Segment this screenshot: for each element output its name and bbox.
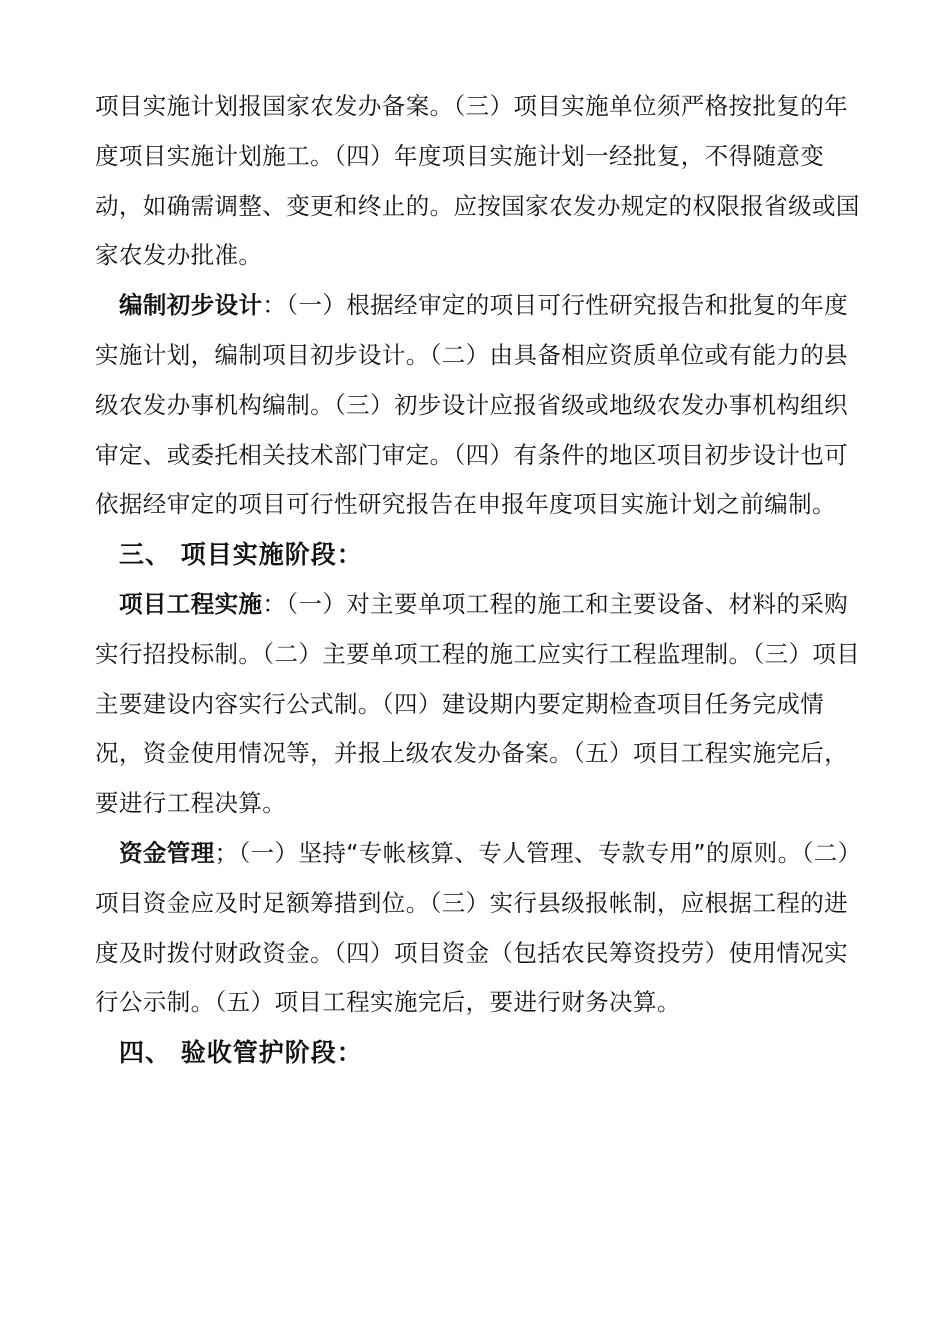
section-heading-acceptance: 四、 验收管护阶段：: [119, 1038, 363, 1068]
paragraph-preliminary-design: [95, 281, 865, 530]
paragraph-text: ；（一）坚持“专帐核算、专人管理、专款专用”的原则。（二）项目资金应及时足额筹措到位。（三）实行县级报帐制，应根据工程的进度及时拨付财政资金。（四）项目资金（包括农民筹资投劳）使用情况实行公示制。（五）项目工程实施完后，要进行财务决算。: [95, 838, 862, 1017]
paragraph-lead-fund-management: 资金管理: [119, 838, 215, 867]
paragraph-text: ：（一）对主要单项工程的施工和主要设备、材料的采购实行招投标制。（二）主要单项工程的施工应实行工程监理制。（三）项目主要建设内容实行公式制。（四）建设期内要定期检查项目任务完成情况，资金使用情况等，并报上级农发办备案。（五）项目工程实施完后，要进行工程决算。: [95, 589, 861, 818]
paragraph-lead-preliminary-design: 编制初步设计: [119, 291, 263, 320]
paragraph-text: ：（一）根据经审定的项目可行性研究报告和批复的年度实施计划，编制项目初步设计。（二）由具备相应资质单位或有能力的县级农发办事机构编制。（三）初步设计应报省级或地级农发办事机构组织审定、或委托相关技术部门审定。（四）有条件的地区项目初步设计也可依据经审定的项目可行性研究报告在申报年度项目实施计划之前编制。: [95, 291, 849, 519]
paragraph-fund-management: [95, 829, 865, 1028]
paragraph-lead-project-engineering: 项目工程实施: [119, 589, 263, 618]
document-body: [95, 82, 865, 1078]
paragraph-plan-filing: [95, 82, 865, 281]
paragraph-text: 项目实施计划报国家农发办备案。（三）项目实施单位须严格按批复的年度项目实施计划施工。（四）年度项目实施计划一经批复，不得随意变动，如确需调整、变更和终止的。应按国家农发办规定的权限报省级或国家农发办批准。: [95, 92, 860, 270]
paragraph-project-engineering: [95, 580, 865, 829]
section-heading-implementation: 三、 项目实施阶段：: [119, 540, 363, 570]
